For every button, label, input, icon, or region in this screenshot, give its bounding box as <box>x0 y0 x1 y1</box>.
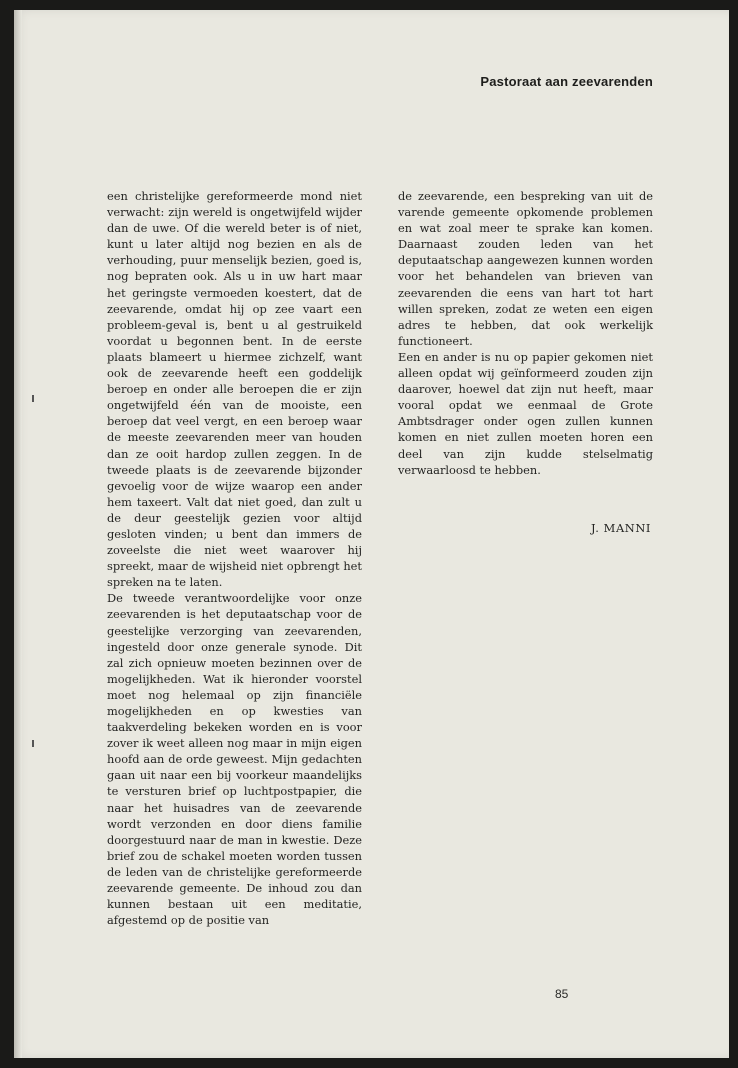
right-column <box>398 188 653 478</box>
running-header: Pastoraat aan zeevarenden <box>480 74 653 89</box>
paragraph: de zeevarende, een bespreking van uit de varende gemeente opkomende problemen en wat zoal meer te sprake kan komen. Daarnaast zouden leden van het deputaatschap aangewezen kunnen worden voor het behandelen van brieven van zeevarenden die eens van hart tot hart willen spreken, zodat ze weten een eigen adres te hebben, dat ook werkelijk functioneert. <box>398 189 653 348</box>
page-spine-shadow <box>14 10 22 1058</box>
paragraph: Een en ander is nu op papier gekomen niet alleen opdat wij geïnformeerd zouden zijn daarover, hoewel dat zijn nut heeft, maar vooral opdat we eenmaal de Grote Ambtsdrager onder ogen zullen kunnen komen en niet zullen moeten horen een deel van zijn kudde stelselmatig verwaarloosd te hebben. <box>398 349 653 477</box>
margin-mark <box>32 740 34 747</box>
paragraph: De tweede verantwoordelijke voor onze zeevarenden is het deputaatschap voor de geestelijke verzorging van zeevarenden, ingesteld door onze generale synode. Dit zal zich opnieuw moeten bezinnen over de mogelijkheden. Wat ik hieronder voorstel moet nog helemaal op zijn financiële mogelijkheden en op kwesties van taakverdeling bekeken worden en is voor zover ik weet alleen nog maar in mijn eigen hoofd aan de orde geweest. Mijn gedachten gaan uit naar een bij voorkeur maandelijks te versturen brief op luchtpostpapier, die naar het huisadres van de zeevarende wordt verzonden en door diens familie doorgestuurd naar de man in kwestie. Deze brief zou de schakel moeten worden tussen de leden van de christelijke gereformeerde zeevarende gemeente. De inhoud zou dan kunnen bestaan uit een meditatie, afgestemd op de positie van <box>107 591 362 928</box>
left-column <box>107 188 362 928</box>
margin-mark <box>32 395 34 402</box>
page-number: 85 <box>555 987 569 1001</box>
paragraph: een christelijke gereformeerde mond niet verwacht: zijn wereld is ongetwijfeld wijder dan de uwe. Of die wereld beter is of niet, kunt u later altijd nog bezien en als de verhouding, puur menselijk bezien, goed is, nog bepraten ook. Als u in uw hart maar het geringste vermoeden koestert, dat de zeevarende, omdat hij op zee vaart een probleem-geval is, bent u al gestruikeld voordat u begonnen bent. In de eerste plaats blameert u hiermee zichzelf, want ook de zeevarende heeft een goddelijk beroep en onder alle beroepen die er zijn ongetwijfeld één van de mooiste, een beroep dat veel vergt, en een beroep waar de meeste zeevarenden meer van houden dan ze ooit hardop zullen zeggen. In de tweede plaats is de zeevarende bijzonder gevoelig voor de wijze waarop een ander hem taxeert. Valt dat niet goed, dan zult u de deur geestelijk gezien voor altijd gesloten vinden; u bent dan immers de zoveelste die niet weet waarover hij spreekt, maar de wijsheid niet opbrengt het spreken na te laten. <box>107 189 362 590</box>
author-signature: J. MANNI <box>590 521 651 535</box>
